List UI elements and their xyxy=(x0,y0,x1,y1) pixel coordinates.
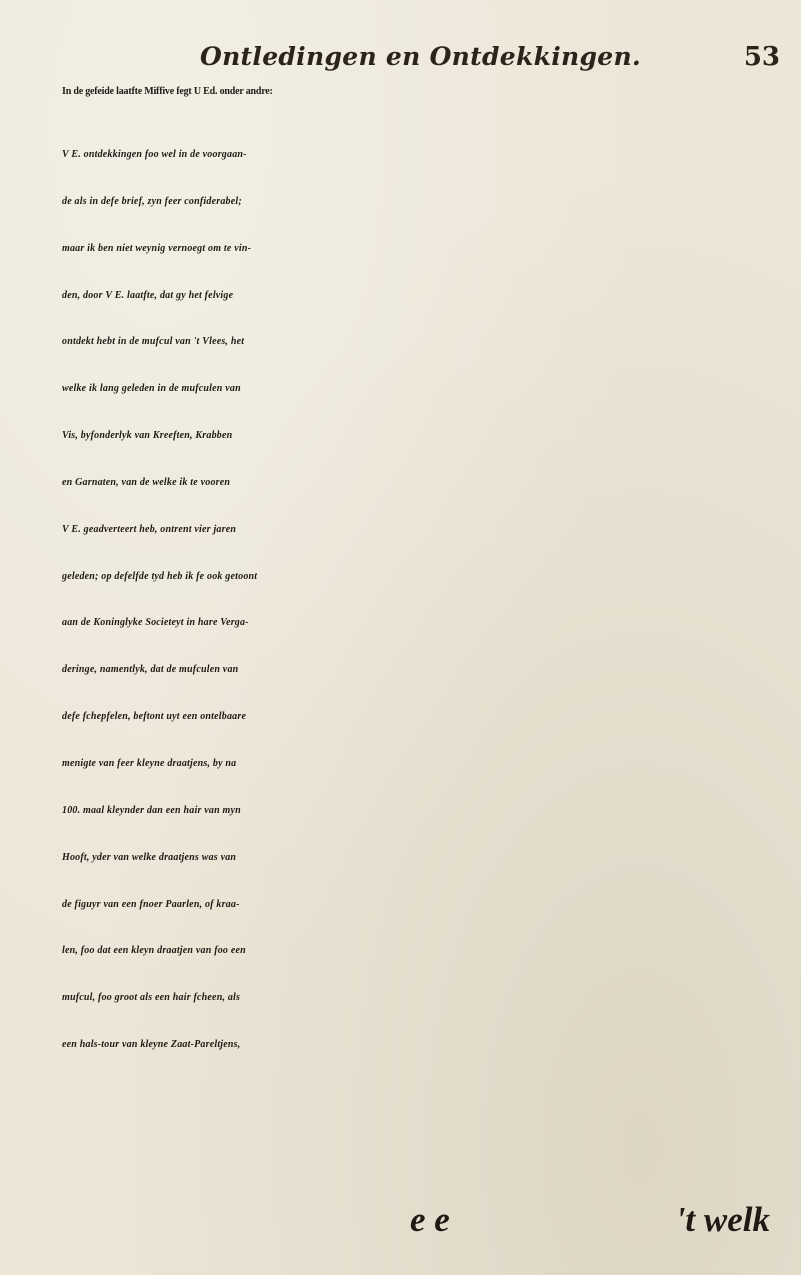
signature-mark: e e xyxy=(410,1200,450,1239)
text-line: de als in defe brief, zyn feer confiderabel; xyxy=(62,195,242,207)
text-line: den, door V E. laatfte, dat gy het felvige xyxy=(62,289,234,301)
text-line: len, foo dat een kleyn draatjen van foo een xyxy=(62,945,246,957)
catchword: 't welk xyxy=(675,1200,770,1239)
text-line: Vis, byfonderlyk van Kreeften, Krabben xyxy=(62,430,233,442)
body-text xyxy=(62,132,792,1069)
text-line: V E. geadverteert heb, ontrent vier jaren xyxy=(62,523,237,535)
text-line: menigte van feer kleyne draatjens, by na xyxy=(62,757,237,769)
text-line: maar ik ben niet weynig vernoegt om te vin- xyxy=(62,242,252,254)
text-line: deringe, namentlyk, dat de mufculen van xyxy=(62,664,239,676)
text-line: een hals-tour van kleyne Zaat-Pareltjens, xyxy=(62,1039,241,1051)
running-header xyxy=(200,42,790,82)
text-line: aan de Koninglyke Societeyt in hare Verga- xyxy=(62,617,249,629)
text-line: en Garnaten, van de welke ik te vooren xyxy=(62,476,231,488)
text-line: geleden; op defelfde tyd heb ik fe ook getoont xyxy=(62,570,258,582)
page-number: 53 xyxy=(743,42,780,72)
text-line: Hooft, yder van welke draatjens was van xyxy=(62,851,237,863)
text-line: de figuyr van een fnoer Paarlen, of kraa- xyxy=(62,898,240,910)
text-line: mufcul, foo groot als een hair fcheen, als xyxy=(62,992,241,1004)
running-title: Ontledingen en Ontdekkingen. xyxy=(200,42,641,71)
text-line: ontdekt hebt in de mufcul van 't Vlees, het xyxy=(62,336,245,348)
text-line: welke ik lang geleden in de mufculen van xyxy=(62,383,241,395)
lead-line: In de gefeide laatfte Miffive fegt U Ed. onder andre: xyxy=(62,86,273,97)
catchline xyxy=(62,1200,770,1246)
text-line: V E. ontdekkingen foo wel in de voorgaan- xyxy=(62,149,247,160)
text-line: defe fchepfelen, beftont uyt een ontelbaare xyxy=(62,711,247,723)
text-line: 100. maal kleynder dan een hair van myn xyxy=(62,804,241,816)
